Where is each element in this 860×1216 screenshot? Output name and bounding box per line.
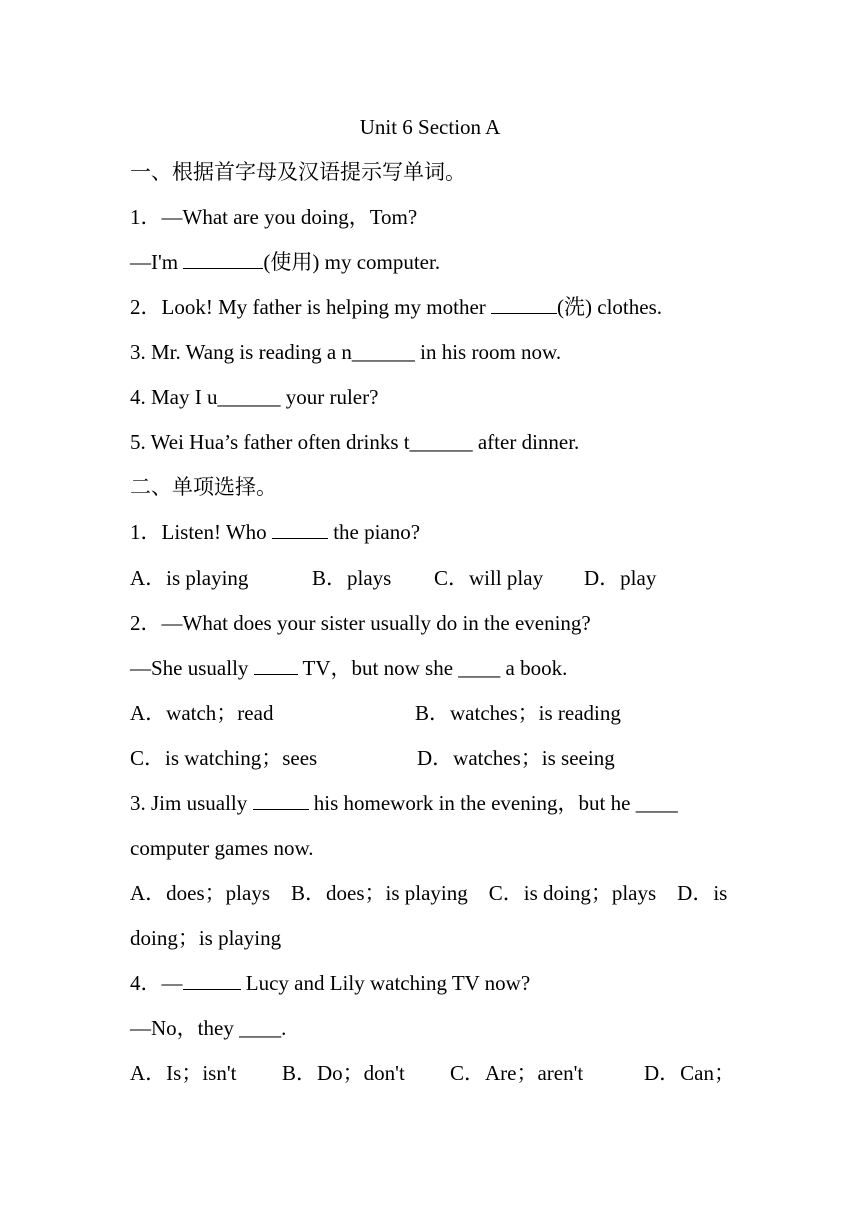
option-d[interactable]: D．Can； — [644, 1061, 735, 1085]
answer-blank[interactable] — [183, 969, 241, 990]
s2-q4-options — [130, 1058, 735, 1088]
s1-q5: 5. Wei Hua’s father often drinks t______ after dinner. — [130, 430, 580, 454]
option-c[interactable]: C．is watching；sees — [130, 746, 318, 770]
option-b[interactable]: B．watches；is reading — [415, 701, 621, 725]
s2-q2-options-row2 — [130, 743, 730, 773]
answer-blank[interactable] — [491, 293, 557, 314]
s1-q1-line2-post: (使用) my computer. — [263, 250, 441, 274]
answer-blank[interactable] — [253, 789, 309, 810]
s1-q2-post: (洗) clothes. — [557, 295, 663, 319]
answer-blank[interactable] — [183, 248, 263, 269]
s2-q1-pre: 1．Listen! Who — [130, 520, 272, 544]
s2-q4-line1 — [130, 968, 530, 998]
option-c[interactable]: C．Are；aren't — [450, 1061, 584, 1085]
s1-q3: 3. Mr. Wang is reading a n______ in his room now. — [130, 340, 562, 364]
page-title: Unit 6 Section A — [359, 115, 501, 139]
option-c[interactable]: C．will play — [434, 566, 544, 590]
s2-q4-line1-pre: 4．— — [130, 971, 183, 995]
s2-q2-line2 — [130, 653, 567, 683]
s1-q1-line2 — [130, 247, 440, 277]
s2-q3-options-line2: doing；is playing — [130, 926, 282, 950]
option-a[interactable]: A．watch；read — [130, 701, 274, 725]
s2-q1 — [130, 517, 420, 547]
s2-q3-line1-post: his homework in the evening，but he ____ — [308, 791, 678, 815]
s2-q1-options — [130, 563, 730, 593]
s2-q2-line2-post: TV，but now she ____ a book. — [297, 656, 568, 680]
s1-q1-line2-pre: —I'm — [130, 250, 184, 274]
option-d[interactable]: D．watches；is seeing — [417, 746, 615, 770]
answer-blank[interactable] — [272, 518, 328, 539]
option-b[interactable]: B．plays — [312, 566, 392, 590]
s1-q2 — [130, 292, 662, 322]
s2-q2-line1: 2．—What does your sister usually do in the evening? — [130, 611, 591, 635]
answer-blank[interactable] — [254, 654, 298, 675]
s1-q4: 4. May I u______ your ruler? — [130, 385, 379, 409]
s2-q2-line2-pre: —She usually — [130, 656, 254, 680]
section2-heading: 二、单项选择。 — [130, 475, 277, 499]
s2-q4-line1-post: Lucy and Lily watching TV now? — [240, 971, 531, 995]
s1-q1-line1: 1．—What are you doing，Tom? — [130, 205, 418, 229]
s2-q1-post: the piano? — [327, 520, 421, 544]
s2-q2-options-row1 — [130, 698, 730, 728]
section1-heading: 一、根据首字母及汉语提示写单词。 — [130, 160, 466, 184]
option-a[interactable]: A．Is；isn't — [130, 1061, 237, 1085]
s2-q4-line2: —No，they ____. — [130, 1016, 287, 1040]
option-a[interactable]: A．is playing — [130, 566, 249, 590]
s2-q3-line1-pre: 3. Jim usually — [130, 791, 253, 815]
s2-q3-line2: computer games now. — [130, 836, 314, 860]
option-b[interactable]: B．Do；don't — [282, 1061, 405, 1085]
s2-q3-options-line1: A．does；plays B．does；is playing C．is doing；plays D．is — [130, 881, 728, 905]
s1-q2-pre: 2．Look! My father is helping my mother — [130, 295, 492, 319]
option-d[interactable]: D．play — [584, 566, 657, 590]
s2-q3-line1 — [130, 788, 678, 818]
